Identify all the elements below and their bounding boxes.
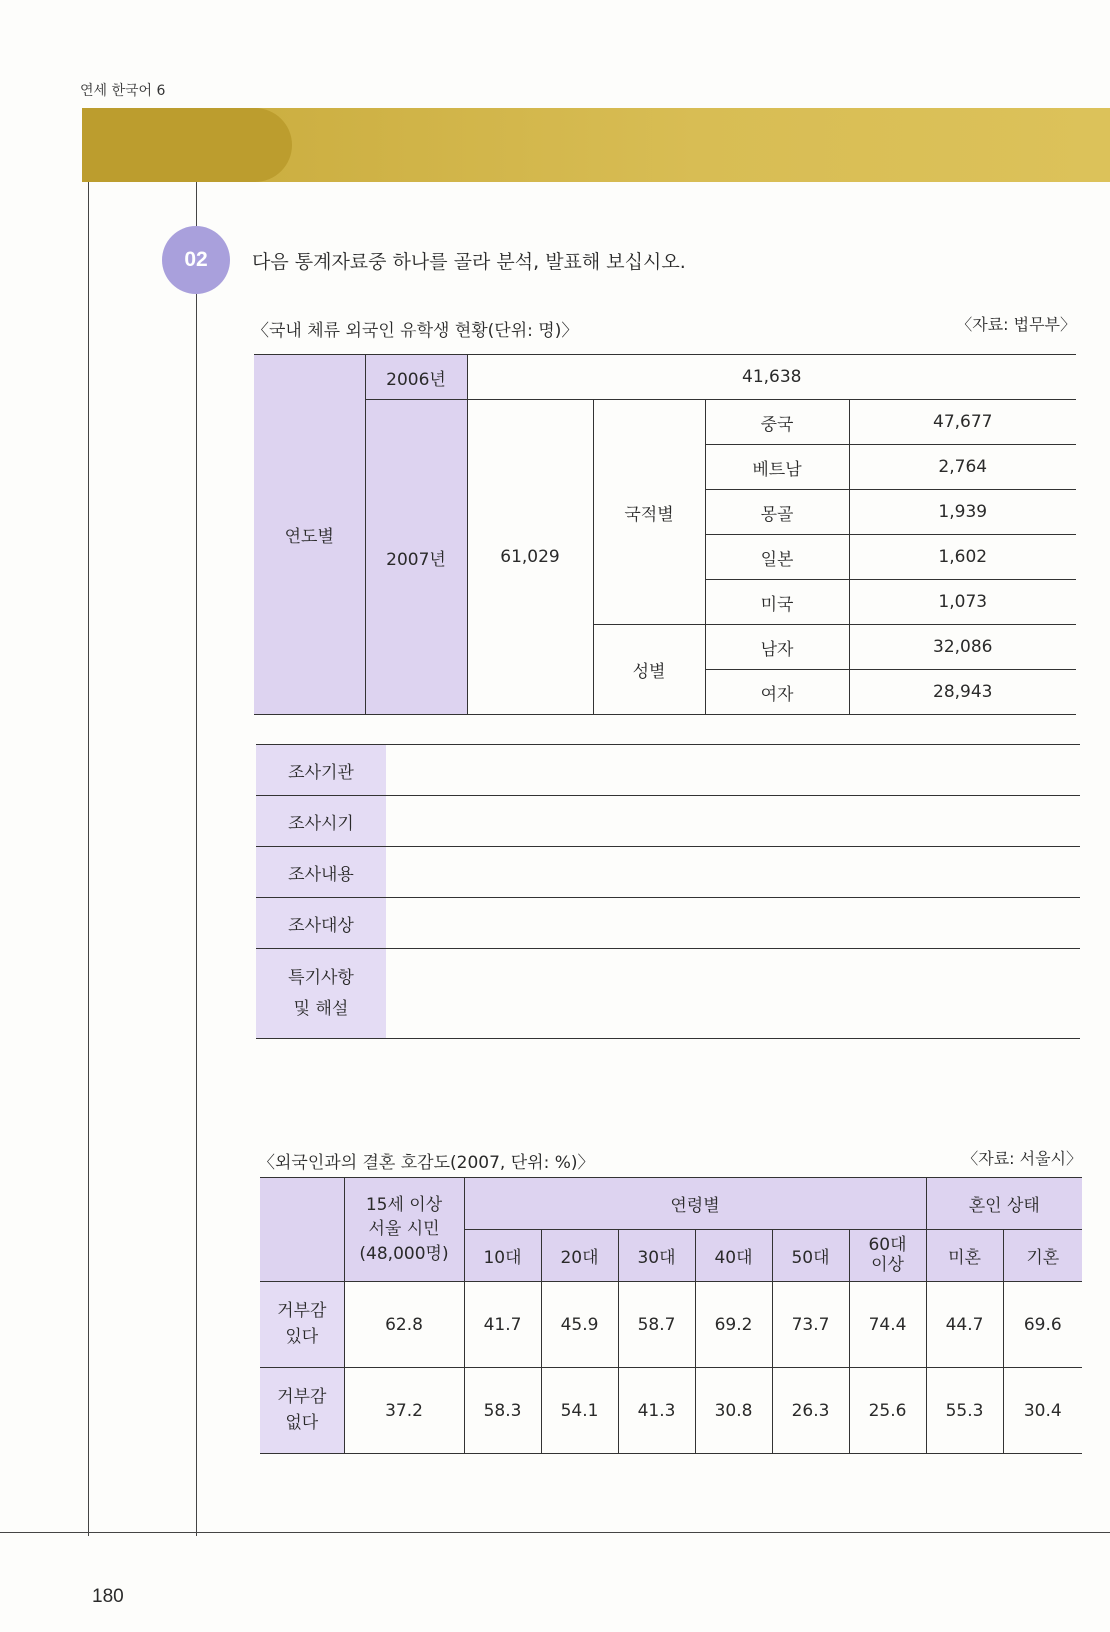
survey-label-notes [256, 949, 386, 1039]
row-label-line1: 거부감 [277, 1301, 327, 1321]
value-all: 37.2 [344, 1368, 464, 1454]
value-age: 58.7 [618, 1282, 695, 1368]
table2-source: 〈자료: 서울시〉 [962, 1149, 1082, 1168]
value-age: 41.7 [464, 1282, 541, 1368]
total-2006: 41,638 [467, 355, 1076, 400]
header-age: 10대 [464, 1230, 541, 1282]
table1-caption: 〈국내 체류 외국인 유학생 현황(단위: 명)〉 [252, 321, 579, 341]
table2-caption: 〈외국인과의 결혼 호감도(2007, 단위: %)〉 [258, 1153, 595, 1173]
nationality-name: 베트남 [705, 445, 849, 490]
nationality-name: 중국 [705, 400, 849, 445]
nationality-value: 1,939 [849, 490, 1076, 535]
header-age: 50대 [772, 1230, 849, 1282]
value-marital: 69.6 [1003, 1282, 1082, 1368]
header-all-line3: (48,000명) [359, 1243, 449, 1264]
row-label-line2: 없다 [285, 1412, 319, 1433]
survey-label-agency: 조사기관 [256, 745, 386, 796]
header-banner-tab [82, 108, 292, 182]
row-label-by-year: 연도별 [254, 355, 365, 715]
gender-name: 남자 [705, 625, 849, 670]
table2-corner [260, 1178, 344, 1282]
gender-value: 32,086 [849, 625, 1076, 670]
value-age: 73.7 [772, 1282, 849, 1368]
book-title: 연세 한국어 6 [80, 83, 166, 99]
gender-label: 성별 [593, 625, 705, 715]
margin-rule-left [88, 182, 89, 1536]
table1-source: 〈자료: 법무부〉 [956, 315, 1076, 334]
row-label-line1: 거부감 [277, 1387, 327, 1407]
nationality-name: 미국 [705, 580, 849, 625]
survey-notes-line1: 특기사항 [288, 967, 354, 988]
nationality-value: 1,073 [849, 580, 1076, 625]
survey-answer-content [386, 847, 1080, 898]
nationality-value: 2,764 [849, 445, 1076, 490]
header-age: 40대 [695, 1230, 772, 1282]
total-2007: 61,029 [467, 400, 593, 715]
value-age: 41.3 [618, 1368, 695, 1454]
question-number-badge: 02 [162, 226, 230, 294]
nationality-value: 47,677 [849, 400, 1076, 445]
survey-notes-line2: 및 해설 [293, 998, 349, 1019]
header-marital: 미혼 [926, 1230, 1003, 1282]
header-all-citizens [344, 1178, 464, 1282]
value-age: 69.2 [695, 1282, 772, 1368]
survey-answer-agency [386, 745, 1080, 796]
survey-label-period: 조사시기 [256, 796, 386, 847]
margin-rule-inner [196, 182, 197, 1536]
survey-label-target: 조사대상 [256, 898, 386, 949]
row-label-reluctant [260, 1282, 344, 1368]
row-label-line2: 있다 [285, 1326, 319, 1347]
foreign-students-table [254, 354, 1076, 715]
header-all-line1: 15세 이상 [365, 1194, 443, 1215]
survey-info-table [256, 744, 1080, 1039]
header-age-group: 연령별 [464, 1178, 926, 1230]
marriage-attitude-table [260, 1177, 1082, 1454]
survey-answer-notes [386, 949, 1080, 1039]
header-age: 30대 [618, 1230, 695, 1282]
survey-label-content: 조사내용 [256, 847, 386, 898]
gender-name: 여자 [705, 670, 849, 715]
value-marital: 55.3 [926, 1368, 1003, 1454]
year-2007: 2007년 [365, 400, 467, 715]
page-number: 180 [92, 1586, 124, 1607]
footer-rule [0, 1532, 1110, 1533]
header-all-line2: 서울 시민 [368, 1219, 440, 1240]
question-instruction: 다음 통계자료중 하나를 골라 분석, 발표해 보십시오. [252, 251, 686, 273]
survey-answer-period [386, 796, 1080, 847]
value-age: 58.3 [464, 1368, 541, 1454]
value-age: 26.3 [772, 1368, 849, 1454]
value-age: 74.4 [849, 1282, 926, 1368]
value-marital: 30.4 [1003, 1368, 1082, 1454]
header-marital: 기혼 [1003, 1230, 1082, 1282]
nationality-name: 몽골 [705, 490, 849, 535]
header-age-60plus [849, 1230, 926, 1282]
value-marital: 44.7 [926, 1282, 1003, 1368]
value-age: 54.1 [541, 1368, 618, 1454]
gender-value: 28,943 [849, 670, 1076, 715]
nationality-name: 일본 [705, 535, 849, 580]
year-2006: 2006년 [365, 355, 467, 400]
nationality-label: 국적별 [593, 400, 705, 625]
value-age: 45.9 [541, 1282, 618, 1368]
header-age: 20대 [541, 1230, 618, 1282]
survey-answer-target [386, 898, 1080, 949]
header-marital-status: 혼인 상태 [926, 1178, 1082, 1230]
header-age-60plus-line2: 이상 [871, 1254, 904, 1275]
nationality-value: 1,602 [849, 535, 1076, 580]
value-age: 25.6 [849, 1368, 926, 1454]
value-age: 30.8 [695, 1368, 772, 1454]
row-label-not-reluctant [260, 1368, 344, 1454]
value-all: 62.8 [344, 1282, 464, 1368]
header-age-60plus-line1: 60대 [868, 1234, 907, 1255]
